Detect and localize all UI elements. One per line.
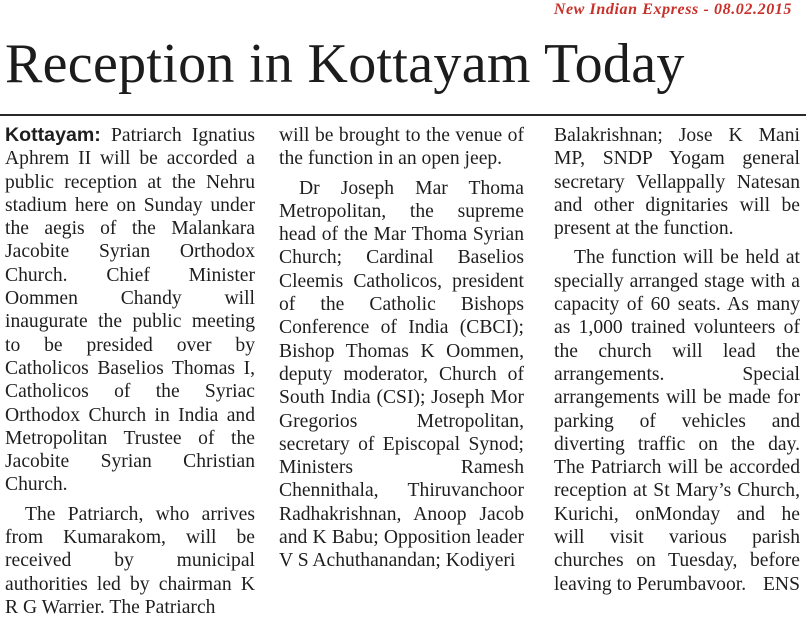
paragraph: Balakrishnan; Jose K Mani MP, SNDP Yogam general secretary Vellappally Natesan and other dignitaries will be present at the function. — [554, 125, 800, 240]
article-column-3 — [554, 124, 800, 619]
paragraph: The Patriarch, who arrives from Kumarakom, will be received by municipal authorities led by chairman K R G Warrier. The Patriarch — [5, 503, 255, 618]
dateline: Kottayam: — [5, 124, 101, 146]
headline-rule — [0, 114, 806, 116]
paragraph-text: The function will be held at specially arranged stage with a capacity of 60 seats. As many as 1,000 trained volunteers of the church will lead the arrangements. Special arrangements will be made for parking of vehicles and diverting traffic on the day. The Patriarch will be accorded reception at St Mary’s Church, Kurichi, onMonday and he will visit various parish churches on Tuesday, before leaving to Perumbavoor. — [554, 247, 800, 595]
byline: ENS — [762, 573, 800, 595]
paragraph-text: Patriarch Ignatius Aphrem II will be accorded a public reception at the Nehru stadium here on Sunday under the aegis of the Malankara Jacobite Syrian Orthodox Church. Chief Minister Oommen Chandy will inaugurate the public meeting to be presided over by Catholicos Baselios Thomas I, Catholicos of the Syriac Orthodox Church in India and Metropolitan Trustee of the Jacobite Syrian Christian Church. — [5, 125, 255, 496]
paragraph: will be brought to the venue of the function in an open jeep. — [279, 125, 524, 170]
paragraph — [5, 124, 255, 497]
paragraph-last — [554, 246, 800, 595]
headline: Reception in Kottayam Today — [5, 33, 685, 95]
article-column-2 — [279, 124, 524, 619]
paragraph: Dr Joseph Mar Thoma Metropolitan, the supreme head of the Mar Thoma Syrian Church; Cardinal Baselios Cleemis Catholicos, president of the Catholic Bishops Conference of India (CBCI); Bishop Thomas K Oommen, deputy moderator, Church of South India (CSI); Joseph Mor Gregorios Metropolitan, secretary of Episcopal Synod; Ministers Ramesh Chennithala, Thiruvanchoor Radhakrishnan, Anoop Jacob and K Babu; Opposition leader V S Achuthanandan; Kodiyeri — [279, 177, 524, 572]
article-column-1 — [5, 124, 255, 619]
source-credit: New Indian Express - 08.02.2015 — [553, 1, 792, 18]
